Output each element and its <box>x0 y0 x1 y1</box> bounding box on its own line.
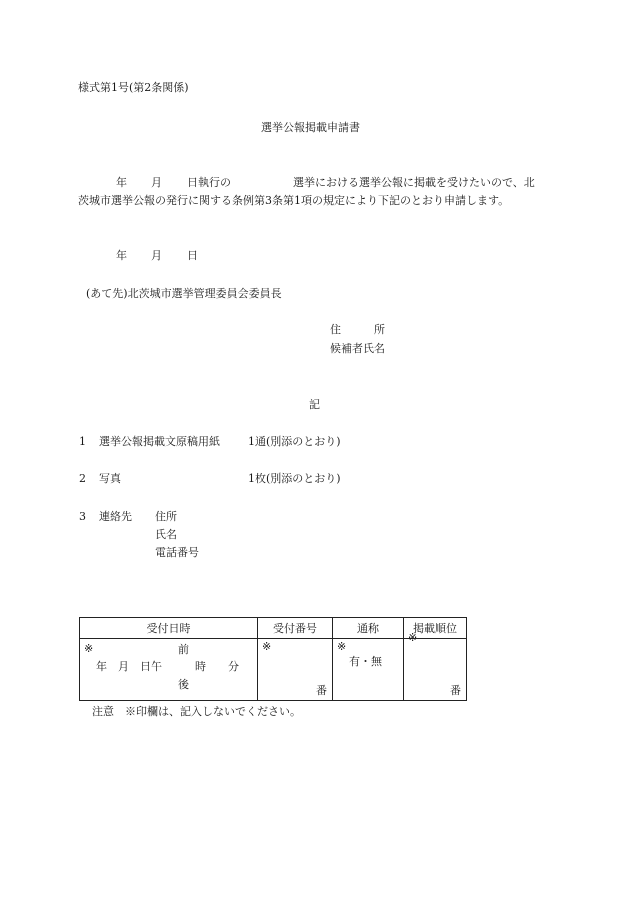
document-title: 選挙公報掲載申請書 <box>261 121 360 134</box>
header-rank: 掲載順位 <box>404 618 467 639</box>
datetime-am: 前 <box>178 643 189 656</box>
number-suffix: 番 <box>316 684 327 697</box>
ki-heading: 記 <box>309 398 320 411</box>
body-line2: 茨城市選挙公報の発行に関する条例第3条第1項の規定により下記のとおり申請します。 <box>78 194 510 207</box>
cell-number <box>258 639 333 701</box>
cell-datetime <box>80 639 258 701</box>
contact-address: 住所 <box>155 510 177 523</box>
item-2-label: 写真 <box>99 472 121 485</box>
form-label: 様式第1号(第2条関係) <box>78 81 189 94</box>
header-datetime: 受付日時 <box>80 618 258 639</box>
body-day-exec: 日執行の <box>187 176 231 189</box>
mark: ※ <box>262 640 272 653</box>
mark: ※ <box>84 642 94 655</box>
rank-suffix: 番 <box>450 684 461 697</box>
header-alias: 通称 <box>333 618 404 639</box>
mark: ※ <box>408 631 418 644</box>
contact-label: 連絡先 <box>99 510 132 523</box>
contact-num: 3 <box>79 510 86 523</box>
cell-alias <box>333 639 404 701</box>
contact-name: 氏名 <box>155 528 177 541</box>
item-1-num: 1 <box>79 435 86 448</box>
cell-rank <box>404 631 467 701</box>
date-day: 日 <box>187 249 198 262</box>
body-year: 年 <box>116 176 127 189</box>
header-number: 受付番号 <box>258 618 333 639</box>
contact-phone: 電話番号 <box>155 546 199 559</box>
applicant-address-label: 住 所 <box>330 323 385 336</box>
reception-table <box>79 617 467 701</box>
applicant-name-label: 候補者氏名 <box>330 342 385 355</box>
item-1-value: 1通(別添のとおり) <box>248 435 341 448</box>
datetime-row: 年 月 日午 時 分 <box>96 660 239 673</box>
date-month: 月 <box>151 249 162 262</box>
date-year: 年 <box>116 249 127 262</box>
item-1-label: 選挙公報掲載文原稿用紙 <box>99 435 220 448</box>
addressee: (あて先)北茨城市選挙管理委員会委員長 <box>86 287 282 300</box>
alias-options: 有・無 <box>349 655 382 668</box>
item-2-num: 2 <box>79 472 86 485</box>
body-month: 月 <box>151 176 162 189</box>
datetime-pm: 後 <box>178 678 189 691</box>
item-2-value: 1枚(別添のとおり) <box>248 472 341 485</box>
note: 注意 ※印欄は、記入しないでください。 <box>92 705 301 718</box>
mark: ※ <box>337 640 347 653</box>
body-line1-rest: 選挙における選挙公報に掲載を受けたいので、北 <box>293 176 535 189</box>
